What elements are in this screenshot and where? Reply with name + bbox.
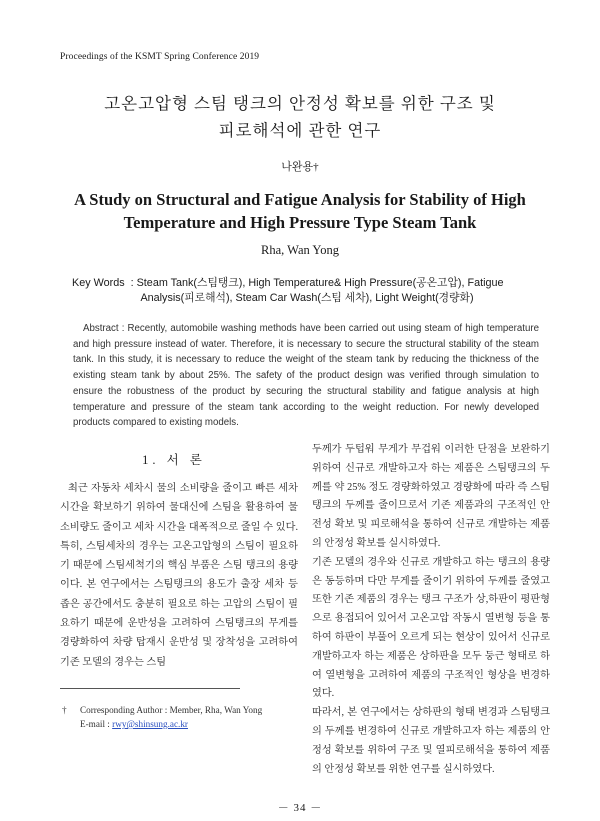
keywords-label: Key Words: [72, 277, 125, 289]
keywords-line-1: : Steam Tank(스팀탱크), High Temperature& High Pressure(공온고압), Fatigue: [130, 277, 504, 289]
footnote-author: Corresponding Author : Member, Rha, Wan Yong: [80, 705, 263, 715]
keywords-block: [72, 276, 542, 306]
right-paragraph-1: 두께가 두텁워 무게가 무겁워 이러한 단점을 보완하기 위하여 신규로 개발하고자 하는 제품은 스팀탱크의 두께를 약 25% 정도 경량화하였고 경량화에 따라 즉 스팀탱크의 두께를 줄이므로서 기존 제품과의 구조적인 안전성 확보 및 피로해석을 통하여 신규로 개발하는 제품의 안정성 확보를 실시하였다.: [312, 444, 550, 549]
footnote-email-link[interactable]: rwy@shinsung.ac.kr: [112, 719, 188, 729]
footnote: [62, 703, 262, 731]
korean-title: [0, 90, 600, 144]
left-column-text: 최근 자동차 세차시 물의 소비량을 줄이고 빠른 세차 시간을 확보하기 위하여 물대신에 스팀을 활용하여 물 소비량도 줄이고 세차 시간을 대폭적으로 줄일 수 있다. 특히, 스팀세차의 경우는 고온고압형의 스팀이 필요하기 때문에 스팀세척기의 핵심 부품은 스팀 탱크의 용량이다. 본 연구에서는 스팀탱크의 용도가 출장 세차 등 좁은 공간에서도 충분히 필요로 하는 고압의 스팀이 필요하기 때문에 운반성을 고려하여 스팀탱크의 무게를 경량화하여 차량 탑재시 운반성 및 장착성을 고려하여 기존 모델의 경우는 스팀: [60, 483, 298, 668]
section-heading: 1. 서 론: [142, 453, 206, 467]
proceedings-header: Proceedings of the KSMT Spring Conference 2019: [60, 52, 260, 62]
korean-author: 나완용†: [281, 161, 319, 173]
footnote-email-label: E-mail :: [80, 719, 110, 729]
page-number: － 34 －: [277, 802, 323, 814]
keywords-line-2: Analysis(피로해석), Steam Car Wash(스팀 세차), Light Weight(경량화): [140, 292, 474, 304]
korean-title-line-2: 피로해석에 관한 연구: [218, 121, 382, 140]
english-author: Rha, Wan Yong: [261, 243, 339, 257]
english-title-line-2: Temperature and High Pressure Type Steam Tank: [123, 213, 477, 232]
footnote-mark: †: [62, 705, 67, 715]
footnote-divider: [60, 688, 240, 689]
abstract-paragraph: Abstract : Recently, automobile washing methods have been carried out using steam of high temperature and high pressure instead of water. Therefore, it is necessary to secure the structural stability of the steam tank. In this study, it is necessary to reduce the weight of the steam tank by reducing the thickness of the existing steam tank by about 25%. The safety of the product design was verified through simulation to ensure the robustness of the product by securing the structural stability and fatigue analysis at high temperature and pressure of the steam tank according to the weight reduction. For newly developed products compared to existing models.: [73, 323, 539, 429]
english-title: [60, 188, 540, 234]
right-paragraph-2: 기존 모델의 경우와 신규로 개발하고 하는 탱크의 용량은 동등하며 다만 무게를 줄이기 위하여 두께를 줄였고 또한 기존 제품의 경우는 탱크 구조가 상,하판이 평판형으로 용접되어 있어서 고온고압 작동시 열변형 등을 통하여 하판이 부풀어 오르게 되는 현상이 있어서 신규로 개발하고자 하는 제품은 상하판을 모두 둥근 형태로 하여 열변형을 고려하여 제품의 구조적인 형상을 변경하였다.: [312, 556, 550, 700]
korean-title-line-1: 고온고압형 스팀 탱크의 안정성 확보를 위한 구조 및: [104, 94, 496, 113]
right-paragraph-3: 따라서, 본 연구에서는 상하판의 형태 변경과 스팀탱크의 두께를 변경하여 신규로 개발하고자 하는 제품의 안정성 확보를 위하여 구조 및 열피로해석을 통하여 제품의 안정성 확보를 위한 연구를 실시하였다.: [312, 707, 550, 775]
right-column: [312, 441, 550, 779]
english-title-line-1: A Study on Structural and Fatigue Analysis for Stability of High: [74, 190, 526, 209]
